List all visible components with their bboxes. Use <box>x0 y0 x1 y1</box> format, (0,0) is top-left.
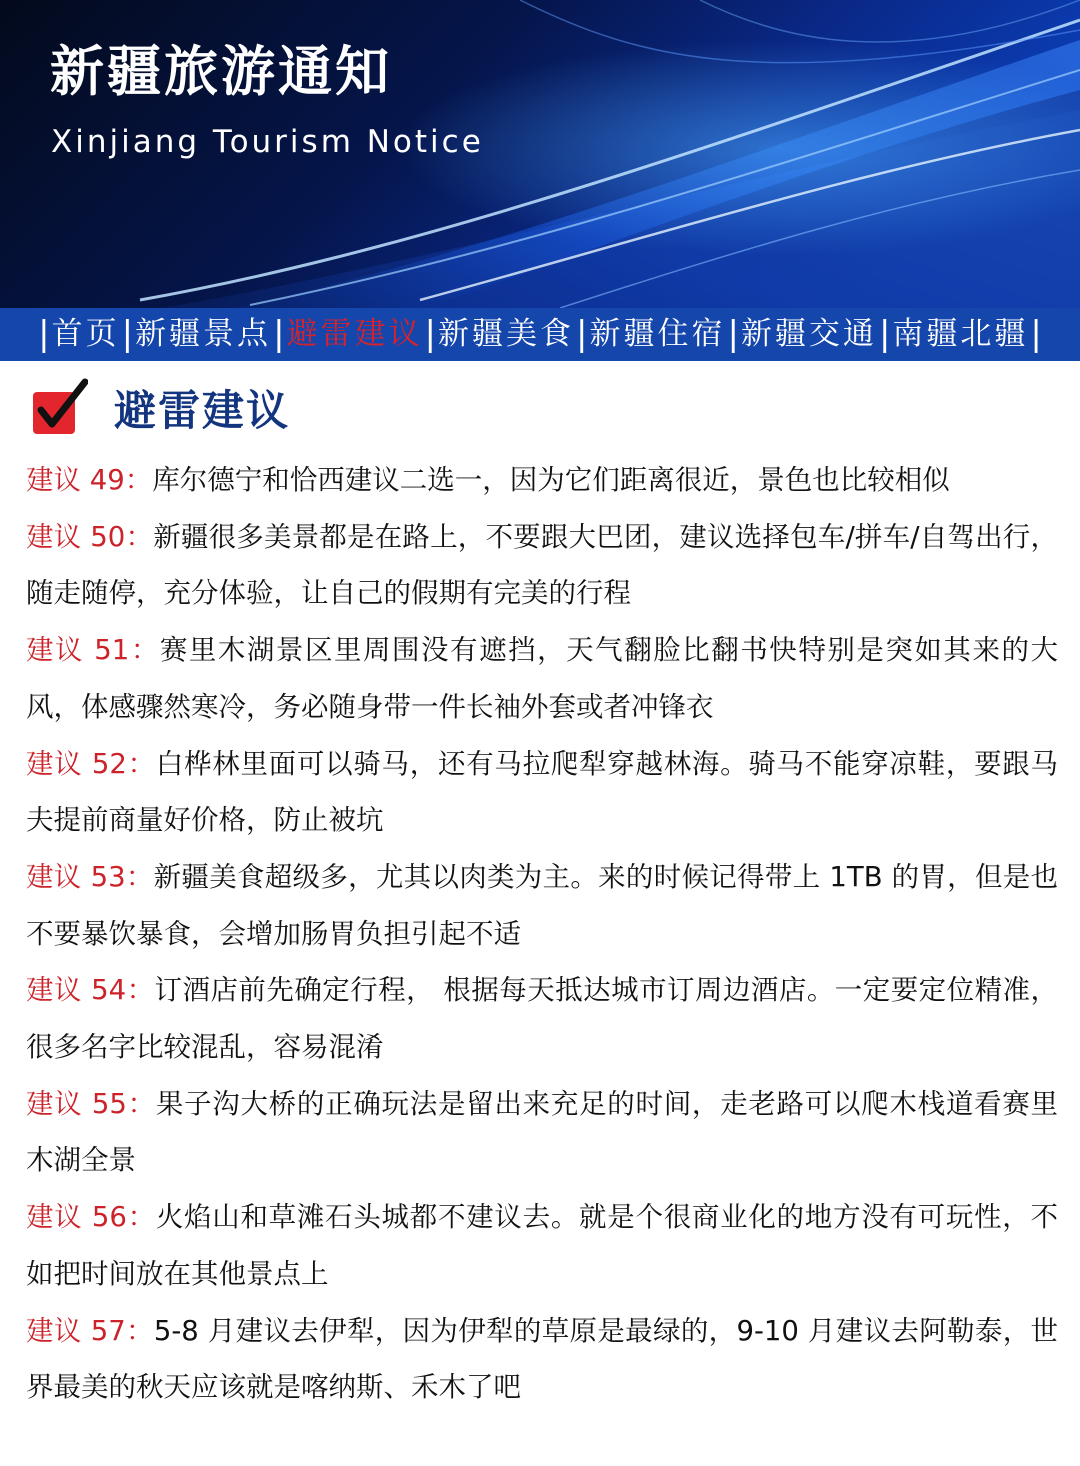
nav-item-home[interactable]: 首页 <box>51 316 120 352</box>
nav-separator: | <box>38 314 50 354</box>
tip-item-56 <box>26 1189 1058 1302</box>
tip-label: 建议 49： <box>26 464 153 496</box>
tip-item-53 <box>26 849 1058 962</box>
nav-separator: | <box>1030 314 1042 354</box>
tip-text: 火焰山和草滩石头城都不建议去。就是个很商业化的地方没有可玩性，不如把时间放在其他景点上 <box>26 1201 1058 1290</box>
tip-text: 5-8 月建议去伊犁，因为伊犁的草原是最绿的，9-10 月建议去阿勒泰，世界最美的秋天应该就是喀纳斯、禾木了吧 <box>26 1314 1059 1404</box>
nav-item-south-north[interactable]: 南疆北疆 <box>892 316 1029 352</box>
tip-item-52 <box>26 736 1058 849</box>
nav-item-transport[interactable]: 新疆交通 <box>740 316 877 352</box>
tip-item-54 <box>26 962 1058 1075</box>
nav-separator: | <box>273 314 285 354</box>
tip-label: 建议 51： <box>26 634 160 667</box>
tip-text: 新疆美食超级多，尤其以肉类为主。来的时候记得带上 1TB 的胃，但是也不要暴饮暴食，会增加肠胃负担引起不适 <box>26 860 1058 950</box>
nav-separator: | <box>727 314 739 354</box>
tip-text: 订酒店前先确定行程， 根据每天抵达城市订周边酒店。一定要定位精准，很多名字比较混乱，容易混淆 <box>26 974 1059 1064</box>
tip-label: 建议 54： <box>26 974 155 1007</box>
tip-text: 果子沟大桥的正确玩法是留出来充足的时间，走老路可以爬木栈道看赛里木湖全景 <box>26 1087 1058 1177</box>
tip-label: 建议 55： <box>26 1087 156 1120</box>
nav-item-food[interactable]: 新疆美食 <box>438 316 574 352</box>
section-header <box>30 375 290 441</box>
tips-list <box>26 452 1058 1416</box>
checkmark-box-icon <box>30 378 88 438</box>
tip-label: 建议 52： <box>26 747 156 780</box>
tip-item-57 <box>26 1303 1058 1416</box>
tip-item-51 <box>26 622 1058 735</box>
tip-item-50 <box>26 509 1058 622</box>
section-title: 避雷建议 <box>114 386 291 435</box>
nav-separator: | <box>121 314 134 354</box>
tip-text: 赛里木湖景区里周围没有遮挡，天气翻脸比翻书快特别是突如其来的大风，体感骤然寒冷，务必随身带一件长袖外套或者冲锋衣 <box>26 634 1058 723</box>
page-subtitle: Xinjiang Tourism Notice <box>51 124 484 160</box>
nav-bar <box>0 308 1080 361</box>
nav-item-avoid-tips[interactable]: 避雷建议 <box>286 316 423 352</box>
tip-item-55 <box>26 1076 1058 1189</box>
nav-separator: | <box>424 314 436 354</box>
tip-text: 白桦林里面可以骑马，还有马拉爬犁穿越林海。骑马不能穿凉鞋，要跟马夫提前商量好价格，防止被坑 <box>26 747 1058 837</box>
nav-item-attractions[interactable]: 新疆景点 <box>135 316 272 352</box>
tip-text: 新疆很多美景都是在路上，不要跟大巴团，建议选择包车/拼车/自驾出行，随走随停，充分体验，让自己的假期有完美的行程 <box>26 520 1058 610</box>
nav-separator: | <box>576 314 588 354</box>
tip-item-49 <box>26 452 1058 509</box>
tip-label: 建议 56： <box>26 1201 156 1234</box>
header-banner <box>0 0 1080 308</box>
page-title: 新疆旅游通知 <box>50 40 392 103</box>
nav-item-lodging[interactable]: 新疆住宿 <box>589 316 726 352</box>
tip-label: 建议 50： <box>26 520 154 553</box>
tip-text: 库尔德宁和恰西建议二选一，因为它们距离很近，景色也比较相似 <box>152 464 950 496</box>
tip-label: 建议 53： <box>26 860 154 893</box>
tip-label: 建议 57： <box>26 1314 154 1347</box>
nav-separator: | <box>878 314 891 354</box>
